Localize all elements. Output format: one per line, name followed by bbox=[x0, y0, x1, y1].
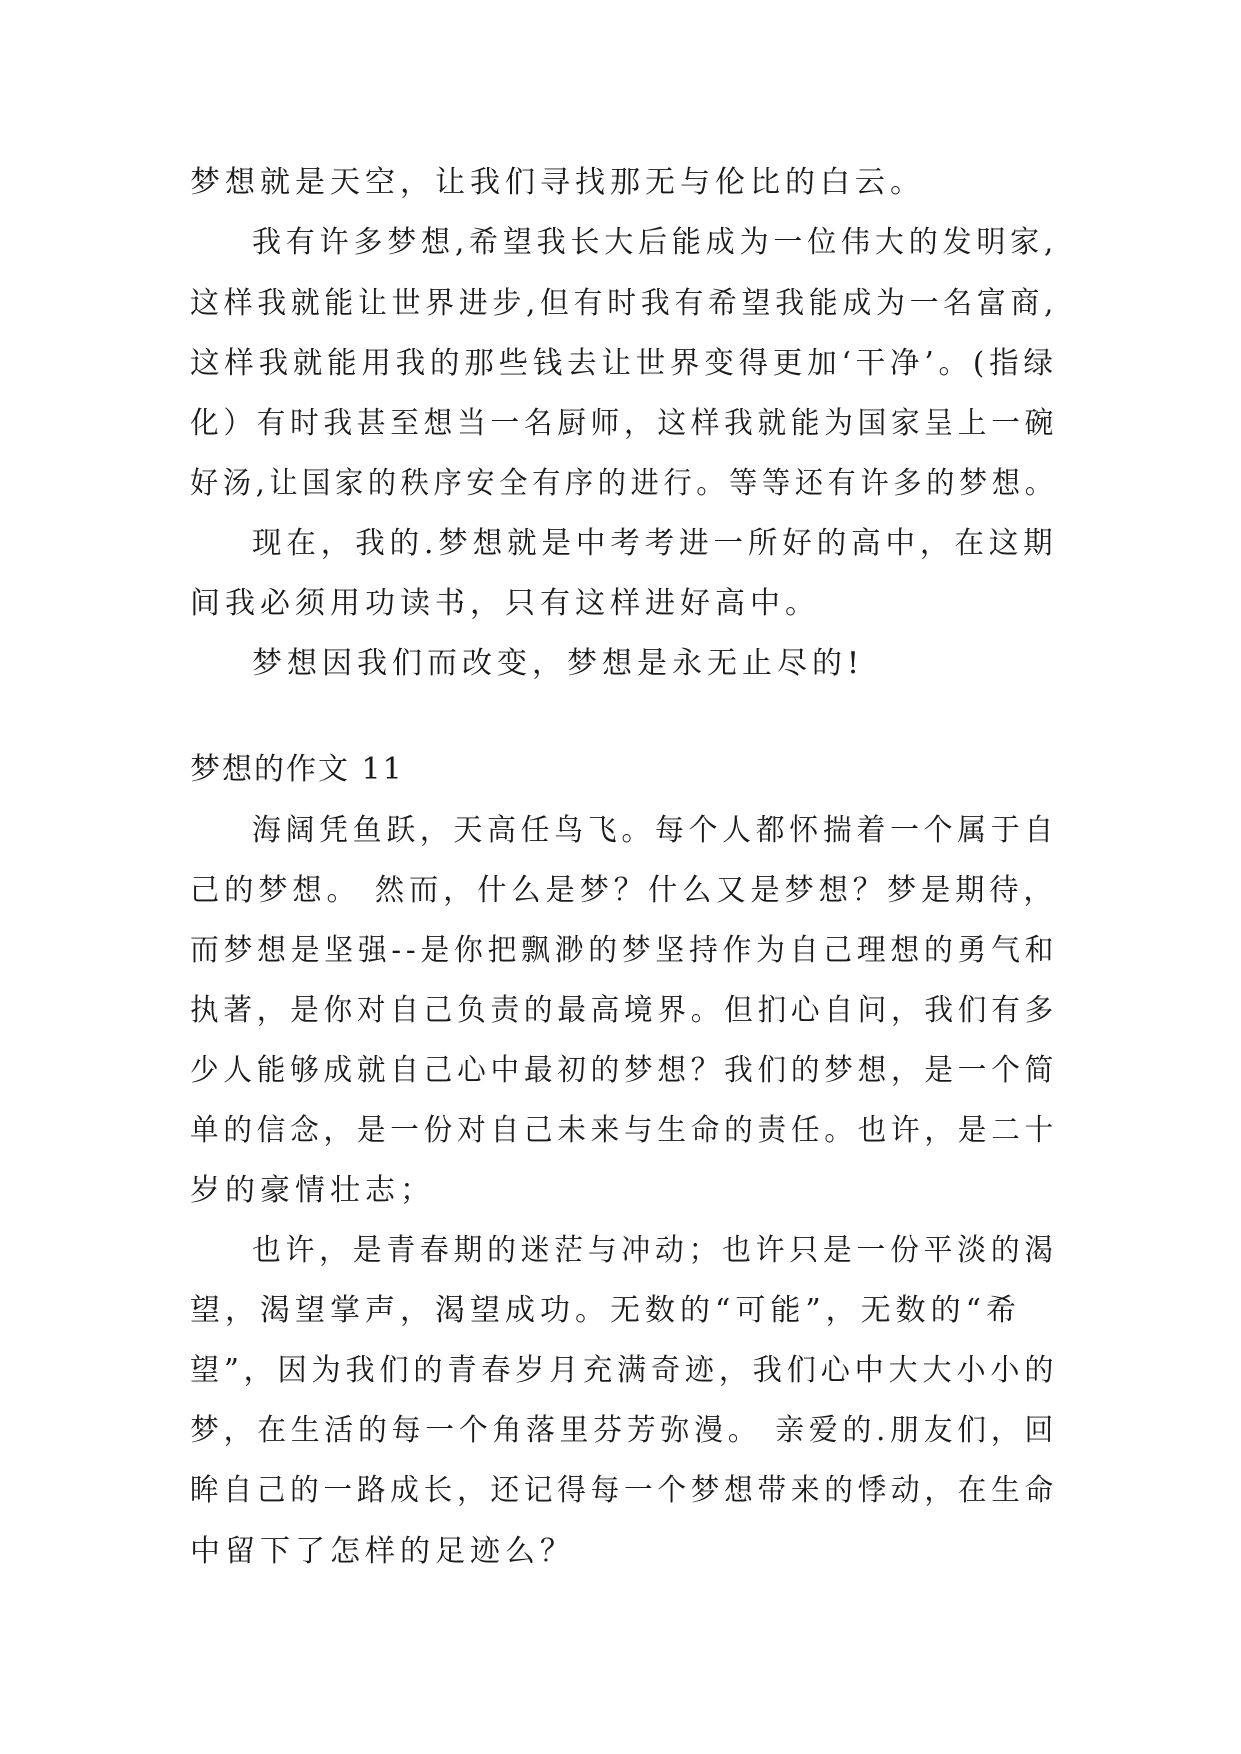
paragraph-line: 望，渴望掌声，渴望成功。无数的“可能”，无数的“希 bbox=[190, 1293, 1022, 1328]
paragraph-line: 这样我就能让世界进步,但有时我有希望我能成为一名富商, bbox=[190, 286, 1059, 321]
paragraph-line: 而梦想是坚强--是你把飘渺的梦坚持作为自己理想的勇气和 bbox=[190, 933, 1059, 968]
paragraph-line: 岁的豪情壮志； bbox=[190, 1173, 435, 1208]
paragraph-line: 望”，因为我们的青春岁月充满奇迹，我们心中大大小小的 bbox=[190, 1353, 1059, 1388]
paragraph-line: 这样我就能用我的那些钱去让世界变得更加‘干净’。(指绿 bbox=[190, 346, 1058, 381]
paragraph-line: 单的信念，是一份对自己未来与生命的责任。也许，是二十 bbox=[190, 1113, 1058, 1148]
paragraph-line: 现在，我的.梦想就是中考考进一所好的高中，在这期 bbox=[252, 526, 1058, 561]
paragraph-line: 化）有时我甚至想当一名厨师，这样我就能为国家呈上一碗 bbox=[190, 406, 1058, 441]
paragraph-line: 梦想因我们而改变，梦想是永无止尽的! bbox=[252, 646, 865, 681]
paragraph-line: 执著，是你对自己负责的最高境界。但扪心自问，我们有多 bbox=[190, 993, 1058, 1028]
paragraph-line: 我有许多梦想,希望我长大后能成为一位伟大的发明家, bbox=[252, 225, 1059, 260]
paragraph-line: 梦想就是天空，让我们寻找那无与伦比的白云。 bbox=[190, 165, 925, 200]
paragraph-line: 少人能够成就自己心中最初的梦想？我们的梦想，是一个简 bbox=[190, 1053, 1058, 1088]
paragraph-line: 中留下了怎样的足迹么？ bbox=[190, 1534, 575, 1569]
paragraph-line: 也许，是青春期的迷茫与冲动；也许只是一份平淡的渴 bbox=[252, 1233, 1058, 1268]
paragraph-line: 海阔凭鱼跃，天高任鸟飞。每个人都怀揣着一个属于自 bbox=[252, 813, 1058, 848]
section-heading: 梦想的作文 11 bbox=[190, 752, 404, 787]
paragraph-line: 间我必须用功读书，只有这样进好高中。 bbox=[190, 586, 820, 621]
paragraph-line: 眸自己的一路成长，还记得每一个梦想带来的悸动，在生命 bbox=[190, 1473, 1058, 1508]
paragraph-line: 好汤,让国家的秩序安全有序的进行。等等还有许多的梦想。 bbox=[190, 466, 1058, 501]
paragraph-line: 梦，在生活的每一个角落里芬芳弥漫。 亲爱的.朋友们，回 bbox=[190, 1413, 1059, 1448]
paragraph-line: 己的梦想。 然而，什么是梦？什么又是梦想？梦是期待， bbox=[190, 873, 1058, 908]
